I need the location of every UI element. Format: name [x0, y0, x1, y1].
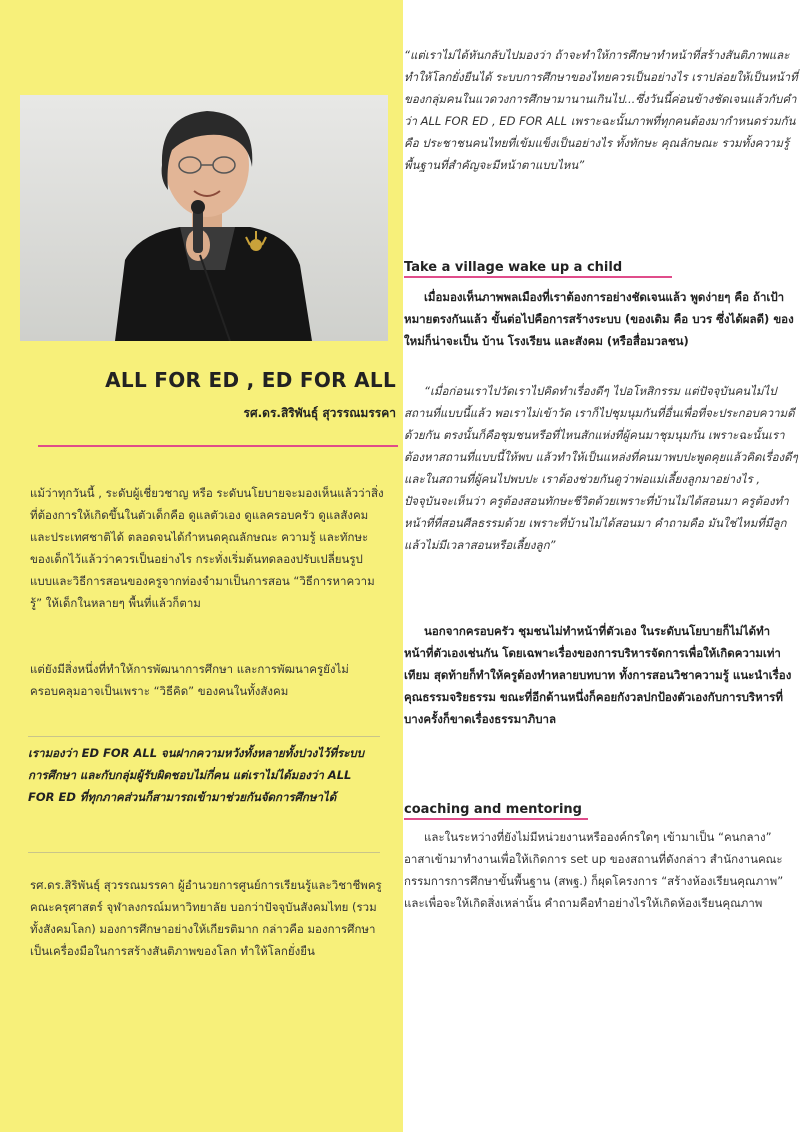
left-intro-paragraph: แม้ว่าทุกวันนี้ , ระดับผู้เชี่ยวชาญ หรือ ระดับนโยบายจะมองเห็นแล้วว่าสิ่งที่ต้องการให้เกิดขึ้นในตัวเด็กคือ ดูแลตัวเอง ดูแลครอบครัว ดูแลสังคม และประเทศชาติได้ ตลอดจนได้กำหนดคุณลักษณะ ความรู้ และทักษะของเด็กไว้แล้วว่าควรเป็นอย่างไร กระทั่งเริ่มต้นทดลองปรับเปลี่ยนรูปแบบและวิธีการสอนของครูจากท่องจำมาเป็นการสอน “วิธีการหาความรู้” ให้เด็กในหลายๆ พื้นที่แล้วก็ตาม	[30, 486, 384, 610]
right-paragraph-2: นอกจากครอบครัว ชุมชนไม่ทำหน้าที่ตัวเอง ในระดับนโยบายก็ไม่ได้ทำหน้าที่ตัวเองเช่นกัน โดยเฉพาะเรื่องของการบริหารจัดการเพื่อให้เกิดความเท่าเทียม สุดท้ายก็ทำให้ครูต้องทำหลายบทบาท ทั้งการสอนวิชาความรู้ แนะนำเรื่องคุณธรรมจริยธรรม ขณะที่อีกด้านหนึ่งก็คอยกังวลปกป้องตัวเองกับการบริหารที่บางครั้งก็ขาดเรื่องธรรมาภิบาล	[404, 624, 792, 726]
speaker-photo	[20, 95, 388, 341]
right-quote-2: “เมื่อก่อนเราไปวัดเราไปคิดทำเรื่องดีๆ ไปอโหสิกรรม แต่ปัจจุบันคนไม่ไปสถานที่แบบนี้แล้ว พอเราไม่เข้าวัด เราก็ไปชุมนุมกันที่อื่นเพื่อที่จะประกอบความดีด้วยกัน ตรงนั้นก็คือชุมชนหรือที่ไหนสักแห่งที่ผู้คนมาชุมนุมกัน เพราะฉะนั้นเราต้องหาสถานที่แบบนี้ให้พบ แล้วทำให้เป็นแหล่งที่คนมาพบปะพูดคุยแล้วคิดเรื่องดีๆ และในสถานที่ผู้คนไปพบปะ เราต้องช่วยกันดูว่าพ่อแม่เลี้ยงลูกมาอย่างไร , ปัจจุบันจะเห็นว่า ครูต้องสอนทักษะชีวิตด้วยเพราะที่บ้านไม่ได้สอนมา ครูต้องทำหน้าที่ที่สอนศีลธรรมด้วย เพราะที่บ้านไม่ได้สอนมา คำถามคือ มันใช่ไหมที่มีลูกแล้วไม่มีเวลาสอนหรือเลี้ยงลูก”	[404, 384, 798, 552]
right-paragraph-3: และในระหว่างที่ยังไม่มีหน่วยงานหรือองค์กรใดๆ เข้ามาเป็น “คนกลาง” อาสาเข้ามาทำงานเพื่อให้เกิดการ set up ของสถานที่ดังกล่าว สำนักงานคณะกรรมการการศึกษาขั้นพื้นฐาน (สพฐ.) ก็ผุดโครงการ “สร้างห้องเรียนคุณภาพ” และเพื่อจะให้เกิดสิ่งเหล่านั้น คำถามคือทำอย่างไรให้เกิดห้องเรียนคุณภาพ	[404, 830, 784, 910]
right-quote-1: “แต่เราไม่ได้หันกลับไปมองว่า ถ้าจะทำให้การศึกษาทำหน้าที่สร้างสันติภาพและทำให้โลกยั่งยืนได้ ระบบการศึกษาของไทยควรเป็นอย่างไร เราปล่อยให้เป็นหน้าที่ของกลุ่มคนในแวดวงการศึกษามานานเกินไป...ซึ่งวันนี้ค่อนข้างชัดเจนแล้วกับคำว่า ALL FOR ED , ED FOR ALL เพราะฉะนั้นภาพที่ทุกคนต้องมากำหนดร่วมกันคือ ประชาชนคนไทยที่เข้มแข็งเป็นอย่างไร ทั้งทักษะ คุณลักษณะ รวมทั้งความรู้พื้นฐานที่สำคัญจะมีหน้าตาแบบไหน”	[404, 48, 798, 172]
left-paragraph-3: รศ.ดร.สิริพันธุ์ สุวรรณมรรคา ผู้อำนวยการศูนย์การเรียนรู้และวิชาชีพครู คณะครุศาสตร์ จุฬาลงกรณ์มหาวิทยาลัย บอกว่าปัจจุบันสังคมไทย (รวมทั้งสังคมโลก) มองการศึกษาอย่างให้เกียรติมาก กล่าวคือ มองการศึกษาเป็นเครื่องมือในการสร้างสันติภาพของโลก ทำให้โลกยั่งยืน	[30, 878, 382, 958]
left-pull-quote: เรามองว่า ED FOR ALL จนฝากความหวังทั้งหลายทั้งปวงไว้ที่ระบบการศึกษา และกับกลุ่มผู้รับผิดชอบไม่กี่คน แต่เราไม่ได้มองว่า ALL FOR ED ที่ทุกภาคส่วนก็สามารถเข้ามาช่วยกันจัดการศึกษาได้	[28, 746, 365, 804]
heading-coaching-mentoring: coaching and mentoring	[404, 802, 582, 817]
quote-divider-top	[28, 736, 380, 737]
left-paragraph-2: แต่ยังมีสิ่งหนึ่งที่ทำให้การพัฒนาการศึกษา และการพัฒนาครูยังไม่ครอบคลุมอาจเป็นเพราะ “วิธีคิด” ของคนในทั้งสังคม	[30, 662, 349, 698]
right-paragraph-1: เมื่อมองเห็นภาพพลเมืองที่เราต้องการอย่างชัดเจนแล้ว พูดง่ายๆ คือ ถ้าเป้าหมายตรงกันแล้ว ขั้นต่อไปคือการสร้างระบบ (ของเดิม คือ บวร ซึ่งได้ผลดี) ของใหม่ก็น่าจะเป็น บ้าน โรงเรียน และสังคม (หรือสื่อมวลชน)	[404, 290, 794, 348]
article-author: รศ.ดร.สิริพันธุ์ สุวรรณมรรคา	[243, 406, 396, 420]
heading-underline-1	[404, 276, 672, 278]
title-divider	[38, 445, 398, 447]
article-title: ALL FOR ED , ED FOR ALL	[105, 368, 396, 392]
heading-take-a-village: Take a village wake up a child	[404, 260, 623, 275]
heading-underline-2	[404, 818, 588, 820]
quote-divider-bottom	[28, 852, 380, 853]
